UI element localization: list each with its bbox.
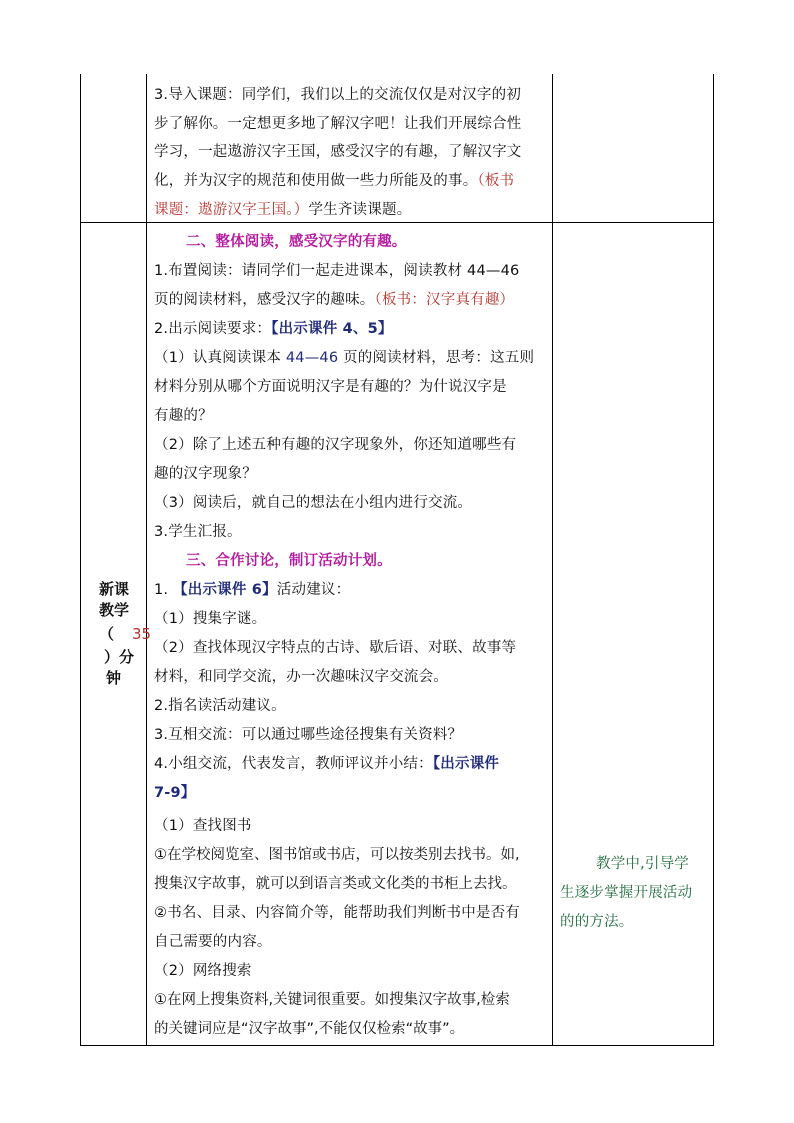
s2-line-7: （2）除了上述五种有趣的汉字现象外，你还知道哪些有 bbox=[154, 437, 517, 453]
s3-line-1 bbox=[154, 580, 350, 600]
s3-line-1a: 1. bbox=[154, 582, 174, 598]
s3-line-7 bbox=[154, 754, 499, 774]
blackboard-note-title: 课题：遨游汉字王国。） bbox=[154, 202, 309, 218]
table-border-bottom bbox=[80, 1045, 714, 1046]
s2-page-range: 44—46 bbox=[285, 350, 339, 366]
s2-line-9: （3）阅读后，就自己的想法在小组内进行交流。 bbox=[154, 495, 473, 511]
s2-line-4a: （1）认真阅读课本 bbox=[154, 350, 286, 366]
row1-line-1: 3.导入课题：同学们，我们以上的交流仅仅是对汉字的初 bbox=[154, 87, 522, 103]
stage-label-1: 新课 bbox=[99, 580, 130, 598]
s3-line-5: 2.指名读活动建议。 bbox=[154, 698, 286, 714]
courseware-ref-7-9: 【出示课件 bbox=[432, 756, 500, 772]
s3-line-14: （2）网络搜索 bbox=[154, 963, 252, 979]
s3-line-1c: 活动建议： bbox=[276, 582, 351, 598]
s3-line-8: 7-9】 bbox=[154, 785, 196, 801]
table-divider-1 bbox=[146, 74, 147, 1046]
row1-line-2: 步了解你。一定想更多地了解汉字吧！让我们开展综合性 bbox=[154, 116, 522, 132]
s2-line-8: 趣的汉字现象？ bbox=[154, 466, 257, 482]
s2-line-4 bbox=[154, 348, 534, 368]
row1-content-cell bbox=[154, 74, 550, 222]
s2-line-3-text: 2.出示阅读要求： bbox=[154, 321, 272, 337]
s3-line-10: ①在学校阅览室、图书馆或书店，可以按类别去找书。如, bbox=[154, 847, 520, 863]
section2-title: 二、整体阅读，感受汉字的有趣。 bbox=[186, 234, 407, 250]
s2-line-3 bbox=[154, 319, 393, 339]
s2-line-1: 1.布置阅读：请同学们一起走进课本，阅读教材 44—46 bbox=[154, 263, 520, 279]
s3-line-11: 搜集汉字故事，就可以到语言类或文化类的书柜上去找。 bbox=[154, 876, 517, 892]
row1-line-5-text: 学生齐读课题。 bbox=[308, 202, 412, 218]
blackboard-note-open: （板书 bbox=[477, 173, 515, 189]
s3-line-15: ①在网上搜集资料,关键词很重要。如搜集汉字故事,检索 bbox=[154, 992, 510, 1008]
s3-line-13: 自己需要的内容。 bbox=[154, 934, 272, 950]
s2-line-5: 材料分别从哪个方面说明汉字是有趣的？为什说汉字是 bbox=[154, 379, 507, 395]
stage-label-2: 教学 bbox=[99, 601, 130, 619]
s3-line-7a: 4.小组交流，代表发言，教师评议并小结： bbox=[154, 756, 433, 772]
table-border-right bbox=[713, 74, 714, 1046]
s3-line-2: （1）搜集字谜。 bbox=[154, 611, 267, 627]
stage-label-5: 钟 bbox=[106, 669, 122, 687]
s2-line-2-text: 页的阅读材料，感受汉字的趣味。 bbox=[154, 292, 375, 308]
stage-paren-open: （ bbox=[99, 625, 115, 643]
row1-line-4-text: 化，并为汉字的规范和使用做一些力所能及的事。 bbox=[154, 173, 478, 189]
note-line-3: 的的方法。 bbox=[560, 914, 634, 930]
section3-title: 三、合作讨论，制订活动计划。 bbox=[186, 553, 392, 569]
blackboard-note-2: （板书：汉字真有趣） bbox=[374, 292, 515, 308]
stage-label-cell bbox=[80, 223, 152, 1045]
s3-line-4: 材料，和同学交流，办一次趣味汉字交流会。 bbox=[154, 669, 448, 685]
note-line-1: 教学中,引导学 bbox=[596, 856, 690, 872]
courseware-ref-6: 【出示课件 6】 bbox=[173, 582, 277, 598]
s3-line-3: （2）查找体现汉字特点的古诗、歇后语、对联、故事等 bbox=[154, 640, 517, 656]
stage-label-3 bbox=[99, 624, 151, 644]
stage-minutes: 35 bbox=[132, 625, 152, 643]
courseware-ref-4-5: 【出示课件 4、5】 bbox=[271, 321, 393, 337]
s2-line-6: 有趣的？ bbox=[154, 408, 213, 424]
s2-line-2 bbox=[154, 290, 514, 310]
notes-cell bbox=[556, 223, 712, 1045]
stage-label-4: ）分 bbox=[104, 648, 135, 666]
lesson-table bbox=[80, 74, 714, 1046]
row1-line-4 bbox=[154, 171, 514, 191]
s3-line-9: （1）查找图书 bbox=[154, 818, 252, 834]
table-divider-2 bbox=[552, 74, 553, 1046]
note-line-2: 生逐步掌握开展活动 bbox=[560, 885, 693, 901]
s3-line-12: ②书名、目录、内容简介等，能帮助我们判断书中是否有 bbox=[154, 905, 520, 921]
s2-line-4c: 页的阅读材料，思考：这五则 bbox=[338, 350, 535, 366]
s3-line-16: 的关键词应是“汉字故事”,不能仅仅检索“故事”。 bbox=[154, 1021, 465, 1037]
row1-line-5 bbox=[154, 200, 411, 220]
row1-line-3: 学习，一起遨游汉字王国，感受汉字的有趣，了解汉字文 bbox=[154, 144, 522, 160]
s3-line-6: 3.互相交流：可以通过哪些途径搜集有关资料？ bbox=[154, 727, 463, 743]
s2-line-10: 3.学生汇报。 bbox=[154, 524, 242, 540]
row2-content-cell bbox=[154, 223, 550, 1045]
